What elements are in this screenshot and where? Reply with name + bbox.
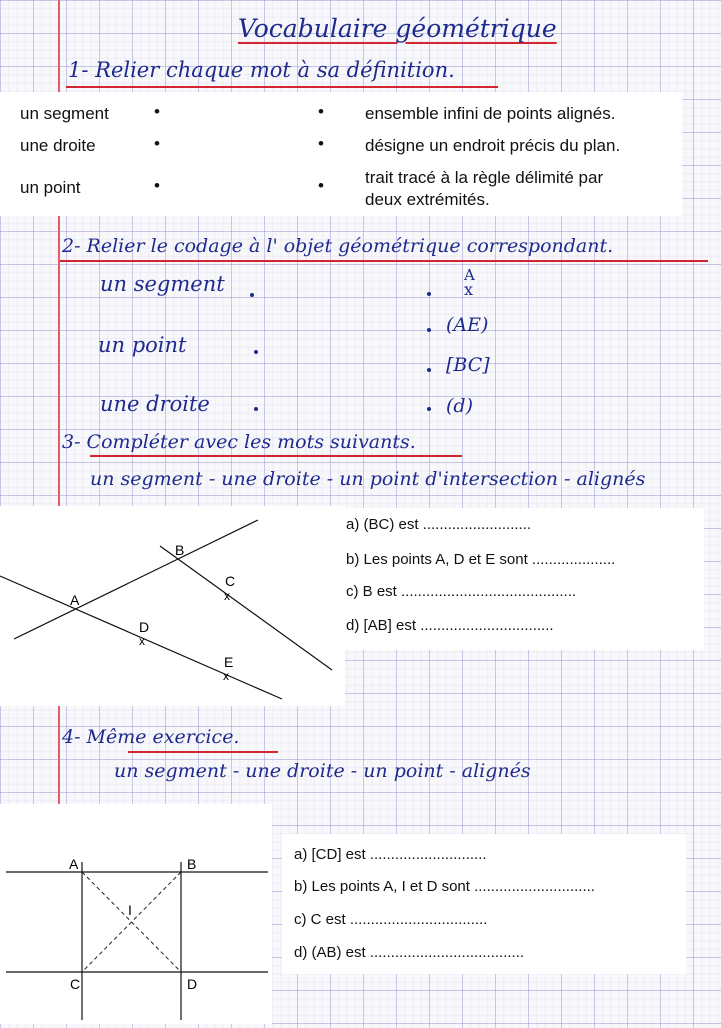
ex2-coding-segment-BC: [BC] — [446, 354, 490, 376]
ex3-label-C: C — [225, 573, 236, 589]
ex1-left-dot-1[interactable]: • — [154, 102, 160, 121]
ex3-figure — [0, 506, 345, 706]
ex3-label-B: B — [175, 542, 185, 558]
ex4-question-c: c) C est ................................. — [294, 911, 488, 928]
ex2-word-droite: une droite — [100, 392, 210, 416]
ex3-figure-box — [0, 506, 345, 706]
ex2-left-dot-3[interactable] — [254, 407, 258, 411]
ex2-coding-droite-AE: (AE) — [446, 314, 489, 336]
ex1-definition-2: désigne un endroit précis du plan. — [365, 136, 621, 155]
ex4-words-line: un segment - une droite - un point - alignés — [114, 760, 531, 782]
ex2-heading-underline — [60, 260, 708, 262]
ex1-left-dot-3[interactable]: • — [154, 176, 160, 195]
ex1-right-dot-1[interactable]: • — [318, 102, 324, 121]
ex4-figure-box — [0, 804, 272, 1024]
ex3-label-A: A — [70, 592, 80, 608]
ex4-questions-box — [282, 834, 686, 974]
ex2-coding-point-cross: x — [464, 280, 474, 299]
ex4-question-b: b) Les points A, I et D sont ............................. — [294, 878, 595, 895]
ex4-heading-underline — [128, 751, 278, 753]
ex4-question-a: a) [CD] est ............................ — [294, 846, 487, 863]
ex3-question-c: c) B est .......................................... — [346, 583, 577, 600]
ex3-words-line: un segment - une droite - un point d'intersection - alignés — [90, 468, 646, 490]
ex3-mark-C: x — [224, 589, 230, 603]
ex2-left-dot-2[interactable] — [254, 350, 258, 354]
ex2-word-point: un point — [98, 333, 187, 357]
ex1-word-point: un point — [20, 178, 81, 197]
ex1-left-dot-2[interactable]: • — [154, 134, 160, 153]
ex4-label-I: I — [128, 902, 132, 918]
ex1-definition-1: ensemble infini de points alignés. — [365, 104, 616, 123]
ex3-heading: 3- Compléter avec les mots suivants. — [62, 431, 416, 453]
page-title: Vocabulaire géométrique — [238, 14, 557, 43]
ex1-heading-underline — [66, 86, 498, 88]
ex1-definition-3b: deux extrémités. — [365, 190, 490, 209]
ex3-questions-box — [338, 508, 704, 650]
ex3-line-through-B-C — [160, 546, 332, 670]
ex4-label-C: C — [70, 976, 81, 992]
ex1-word-segment: un segment — [20, 104, 109, 123]
ex3-mark-D: x — [139, 634, 145, 648]
ex4-figure — [0, 804, 272, 1024]
ex1-heading: 1- Relier chaque mot à sa définition. — [68, 58, 455, 82]
ex2-right-dot-3[interactable] — [427, 368, 431, 372]
ex4-label-A: A — [69, 856, 79, 872]
ex3-label-D: D — [139, 619, 150, 635]
ex3-line-through-A-B — [14, 520, 258, 639]
ex1-word-droite: une droite — [20, 136, 96, 155]
ex4-heading: 4- Même exercice. — [62, 726, 240, 748]
ex1-right-dot-2[interactable]: • — [318, 134, 324, 153]
ex4-question-d: d) (AB) est ..................................... — [294, 944, 525, 961]
ex2-coding-point-label: A — [464, 266, 475, 284]
ex2-left-dot-1[interactable] — [250, 293, 254, 297]
ex3-question-d: d) [AB] est ................................ — [346, 617, 554, 634]
ex3-heading-underline — [90, 455, 462, 457]
ex2-right-dot-1[interactable] — [427, 292, 431, 296]
ex4-label-B: B — [187, 856, 197, 872]
ex1-right-dot-3[interactable]: • — [318, 176, 324, 195]
ex3-label-E: E — [224, 654, 234, 670]
ex4-label-D: D — [187, 976, 198, 992]
ex3-mark-E: x — [223, 669, 229, 683]
ex2-word-segment: un segment — [100, 272, 225, 296]
ex1-matching-box — [0, 92, 682, 216]
ex2-heading: 2- Relier le codage à l' objet géométrique correspondant. — [62, 235, 614, 257]
ex2-coding-droite-d: (d) — [446, 395, 473, 417]
ex3-question-b: b) Les points A, D et E sont .................... — [346, 551, 616, 568]
ex2-right-dot-4[interactable] — [427, 407, 431, 411]
ex1-definition-3a: trait tracé à la règle délimité par — [365, 168, 604, 187]
ex2-right-dot-2[interactable] — [427, 328, 431, 332]
ex3-question-a: a) (BC) est .......................... — [346, 516, 532, 533]
